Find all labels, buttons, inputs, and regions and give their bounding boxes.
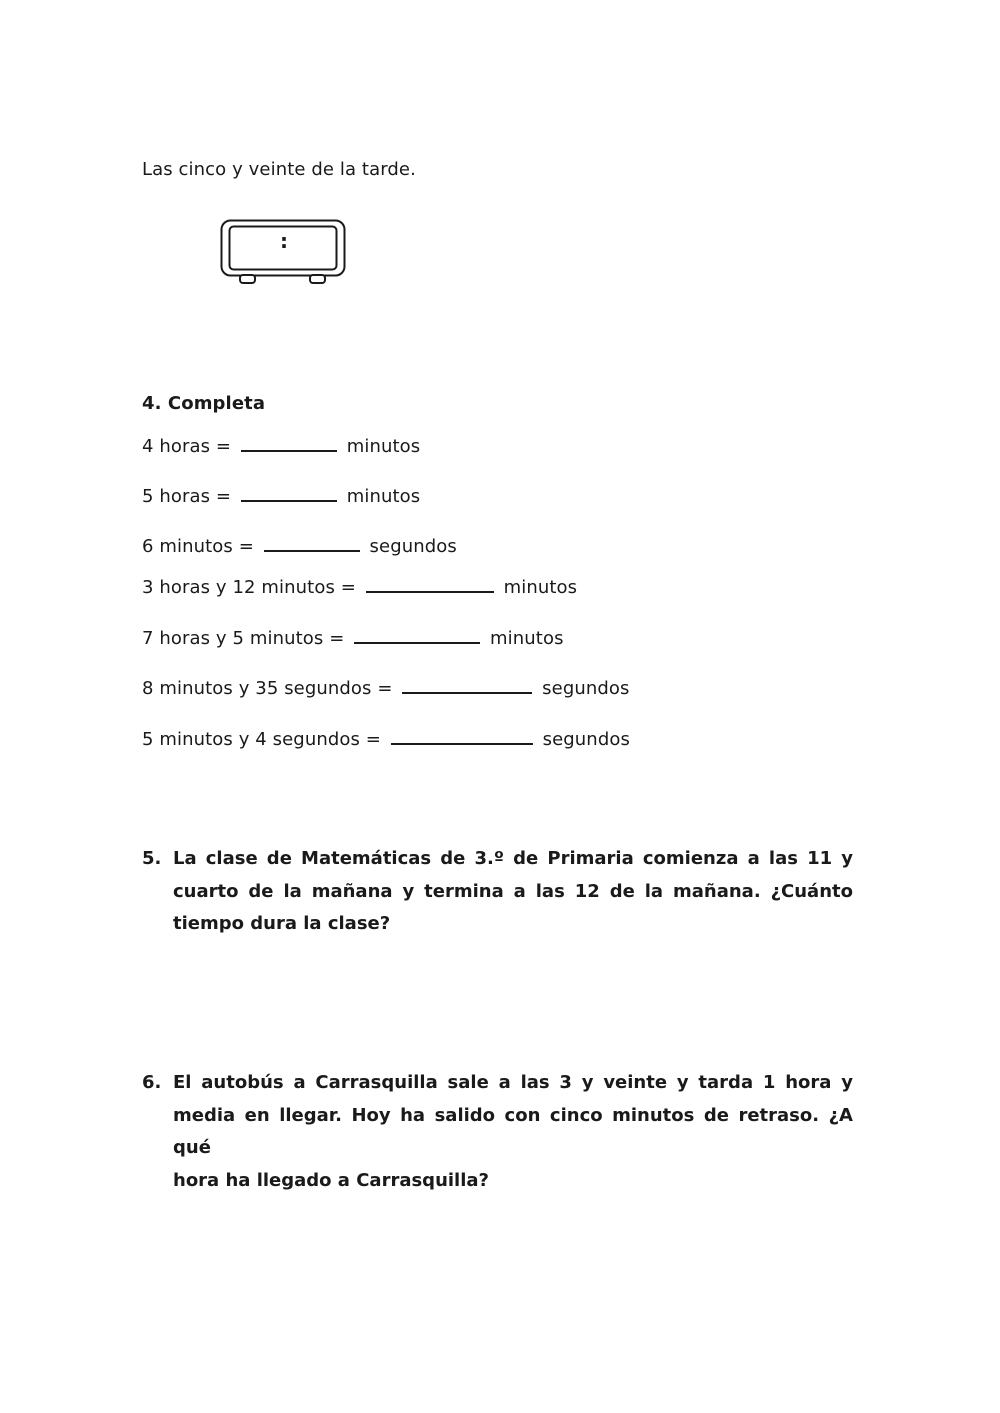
- conversion-left: 8 minutos y 35 segundos =: [142, 678, 393, 699]
- answer-blank[interactable]: [354, 626, 480, 644]
- conversion-left: 5 horas =: [142, 486, 232, 507]
- conversion-row: [142, 676, 629, 701]
- conversion-left: 6 minutos =: [142, 536, 254, 557]
- answer-blank[interactable]: [366, 575, 494, 593]
- conversion-left: 4 horas =: [142, 436, 232, 457]
- conversion-left: 5 minutos y 4 segundos =: [142, 729, 381, 750]
- question-5-number: 5.: [142, 848, 162, 869]
- conversion-unit: segundos: [369, 536, 457, 557]
- question-line: hora ha llegado a Carrasquilla?: [173, 1169, 489, 1191]
- question-line: La clase de Matemáticas de 3.º de Primaria comienza a las 11 y: [173, 848, 853, 869]
- conversion-row: [142, 434, 420, 459]
- conversion-unit: minutos: [503, 577, 578, 598]
- conversion-row: [142, 626, 564, 651]
- question-5: [142, 843, 852, 943]
- answer-blank[interactable]: [241, 484, 337, 502]
- answer-blank[interactable]: [241, 434, 337, 452]
- question-6-number: 6.: [142, 1072, 162, 1093]
- question-line: El autobús a Carrasquilla sale a las 3 y veinte y tarda 1 hora y: [173, 1072, 853, 1093]
- question-6: [142, 1067, 853, 1191]
- answer-blank[interactable]: [391, 727, 533, 745]
- conversion-row: [142, 727, 630, 752]
- answer-blank[interactable]: [402, 676, 532, 694]
- question-line: media en llegar. Hoy ha salido con cinco minutos de retraso. ¿A qué: [173, 1104, 853, 1158]
- conversion-unit: minutos: [346, 486, 421, 507]
- conversion-row: [142, 534, 457, 559]
- question-line: tiempo dura la clase?: [173, 913, 391, 934]
- conversion-left: 7 horas y 5 minutos =: [142, 628, 345, 649]
- clock-display-separator: :: [280, 229, 288, 253]
- conversion-unit: segundos: [542, 729, 630, 750]
- conversion-left: 3 horas y 12 minutos =: [142, 577, 356, 598]
- conversion-row: [142, 575, 577, 600]
- conversion-unit: segundos: [542, 678, 630, 699]
- conversion-unit: minutos: [346, 436, 421, 457]
- question-line: cuarto de la mañana y termina a las 12 de la mañana. ¿Cuánto: [173, 880, 853, 902]
- conversion-row: [142, 484, 420, 509]
- question-6-text: [173, 1067, 853, 1197]
- answer-blank[interactable]: [264, 534, 360, 552]
- clock-prompt: Las cinco y veinte de la tarde.: [142, 159, 416, 180]
- conversion-unit: minutos: [490, 628, 564, 649]
- section-4-title: 4. Completa: [142, 393, 266, 414]
- question-5-text: [173, 843, 853, 941]
